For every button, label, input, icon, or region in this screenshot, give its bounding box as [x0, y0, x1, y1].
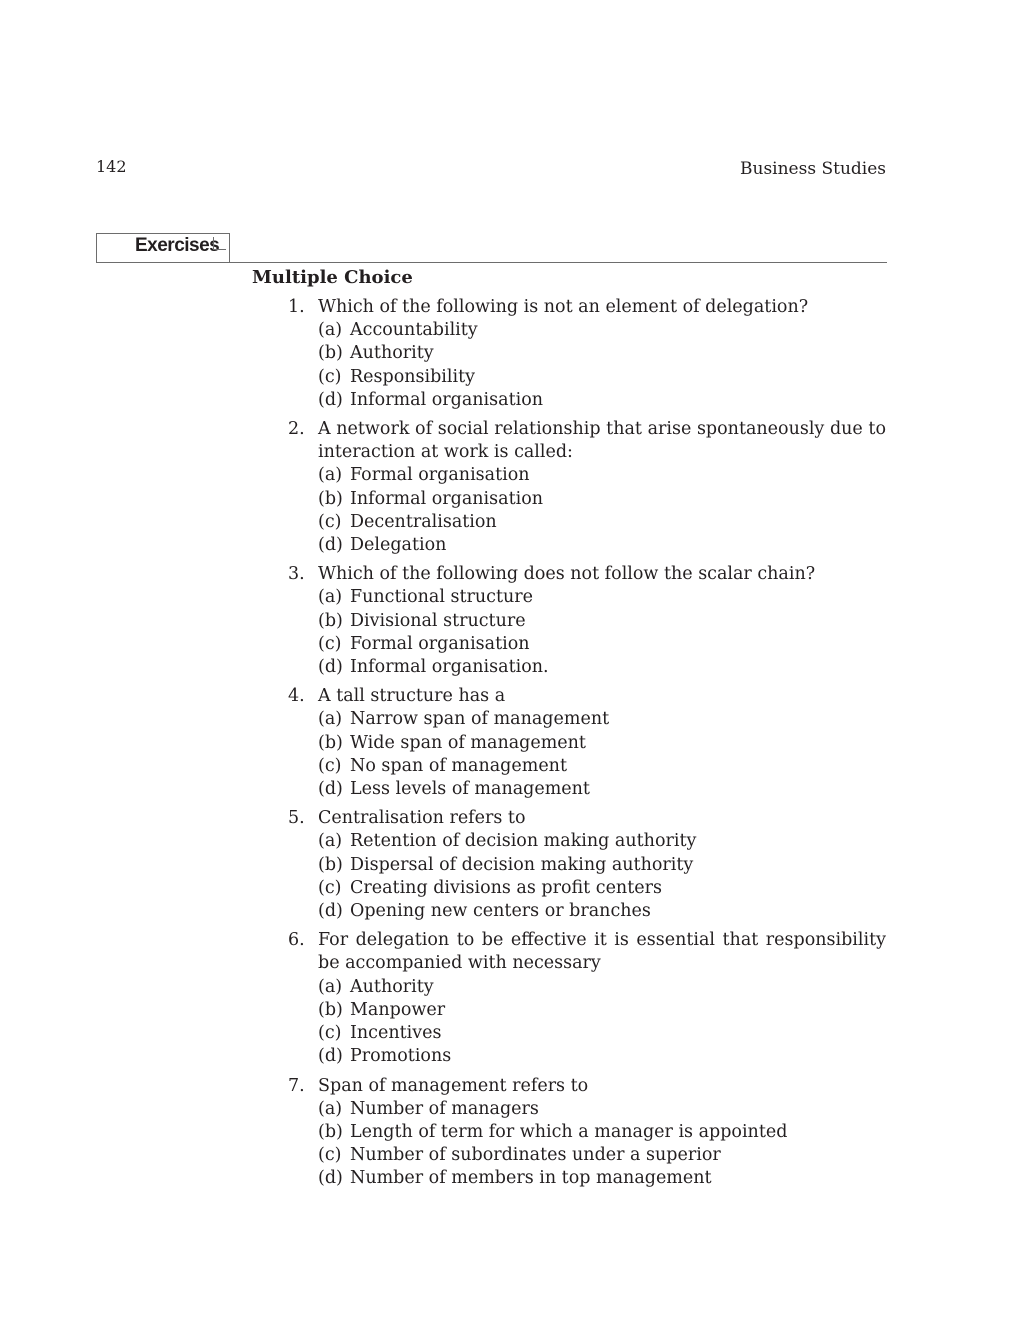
- option-letter: (d): [318, 657, 343, 678]
- option-letter: (d): [318, 901, 343, 922]
- option-b: [318, 342, 886, 365]
- exercises-heading-box: [96, 233, 230, 263]
- option-text: Length of term for which a manager is appointed: [350, 1121, 788, 1142]
- option-text: Authority: [350, 976, 434, 997]
- option-text: Promotions: [350, 1046, 452, 1067]
- option-letter: (c): [318, 511, 342, 532]
- option-b: [318, 1121, 886, 1144]
- option-text: Decentralisation: [350, 511, 497, 532]
- option-letter: (b): [318, 999, 343, 1020]
- option-letter: (a): [318, 709, 343, 730]
- option-letter: (c): [318, 633, 342, 654]
- option-d: [318, 778, 886, 801]
- question-2: [288, 418, 886, 557]
- option-list: [288, 830, 886, 923]
- page-number: 142: [96, 157, 127, 176]
- option-letter: (b): [318, 610, 343, 631]
- option-d: [318, 389, 886, 412]
- option-list: [288, 586, 886, 679]
- option-letter: (c): [318, 877, 342, 898]
- option-letter: (b): [318, 488, 343, 509]
- question-7: [288, 1075, 886, 1191]
- option-c: [318, 755, 886, 778]
- option-c: [318, 511, 886, 534]
- option-text: Functional structure: [350, 587, 533, 608]
- question-text: Which of the following is not an element of delegation?: [318, 297, 809, 317]
- option-letter: (c): [318, 1023, 342, 1044]
- option-text: Retention of decision making authority: [350, 831, 697, 852]
- question-list: [288, 296, 886, 1197]
- option-text: Formal organisation: [350, 465, 530, 486]
- option-text: Wide span of management: [350, 732, 586, 753]
- option-c: [318, 1144, 886, 1167]
- option-list: [288, 319, 886, 412]
- option-text: Delegation: [350, 535, 447, 556]
- option-letter: (a): [318, 976, 343, 997]
- option-b: [318, 999, 886, 1022]
- option-list: [288, 976, 886, 1069]
- question-text: A network of social relationship that arise spontaneously due to interaction at work is called:: [318, 419, 886, 463]
- question-number: 5.: [288, 808, 305, 829]
- exercises-heading: Exercises: [135, 235, 220, 256]
- option-text: Narrow span of management: [350, 709, 610, 730]
- option-letter: (d): [318, 1168, 343, 1189]
- option-letter: (b): [318, 343, 343, 364]
- section-title: Multiple Choice: [252, 267, 413, 288]
- option-a: [318, 708, 886, 731]
- option-text: Opening new centers or branches: [350, 901, 651, 922]
- option-a: [318, 976, 886, 999]
- option-text: Authority: [350, 343, 434, 364]
- option-letter: (c): [318, 366, 342, 387]
- option-text: Number of managers: [350, 1098, 539, 1119]
- option-text: Dispersal of decision making authority: [350, 854, 694, 875]
- option-letter: (c): [318, 1145, 342, 1166]
- question-text: Centralisation refers to: [318, 808, 526, 829]
- option-d: [318, 534, 886, 557]
- option-c: [318, 366, 886, 389]
- question-3: [288, 563, 886, 679]
- option-b: [318, 732, 886, 755]
- question-text: A tall structure has a: [318, 686, 506, 707]
- option-text: Number of members in top management: [350, 1168, 712, 1189]
- option-c: [318, 1022, 886, 1045]
- option-c: [318, 633, 886, 656]
- option-text: Formal organisation: [350, 633, 530, 654]
- option-letter: (a): [318, 587, 343, 608]
- question-number: 1.: [288, 297, 305, 317]
- question-6: [288, 929, 886, 1068]
- option-a: [318, 586, 886, 609]
- question-number: 4.: [288, 686, 305, 707]
- question-4: [288, 685, 886, 801]
- option-letter: (d): [318, 1046, 343, 1067]
- option-b: [318, 854, 886, 877]
- option-text: Creating divisions as profit centers: [350, 877, 662, 898]
- option-text: Informal organisation: [350, 488, 544, 509]
- option-letter: (d): [318, 389, 343, 410]
- question-text: Span of management refers to: [318, 1075, 589, 1096]
- option-letter: (d): [318, 535, 343, 556]
- option-text: Informal organisation: [350, 389, 544, 410]
- question-1: [288, 296, 886, 412]
- option-text: Less levels of management: [350, 779, 590, 800]
- option-a: [318, 319, 886, 342]
- option-text: Manpower: [350, 999, 446, 1020]
- option-letter: (a): [318, 1098, 343, 1119]
- option-letter: (a): [318, 465, 343, 486]
- option-d: [318, 1167, 886, 1190]
- option-c: [318, 877, 886, 900]
- option-letter: (b): [318, 854, 343, 875]
- option-b: [318, 488, 886, 511]
- option-letter: (c): [318, 755, 342, 776]
- running-header: Business Studies: [740, 159, 886, 179]
- option-text: Number of subordinates under a superior: [350, 1145, 721, 1166]
- option-letter: (b): [318, 732, 343, 753]
- option-list: [288, 464, 886, 557]
- option-d: [318, 900, 886, 923]
- section-divider: [96, 262, 887, 263]
- option-a: [318, 830, 886, 853]
- option-letter: (d): [318, 779, 343, 800]
- option-letter: (a): [318, 831, 343, 852]
- question-text: For delegation to be effective it is essential that responsibility be accompanied with necessary: [318, 930, 886, 974]
- option-text: Informal organisation.: [350, 657, 549, 678]
- option-a: [318, 1098, 886, 1121]
- question-text: Which of the following does not follow the scalar chain?: [318, 564, 816, 585]
- question-5: [288, 807, 886, 923]
- option-text: Responsibility: [350, 366, 476, 387]
- option-a: [318, 464, 886, 487]
- question-number: 2.: [288, 419, 305, 440]
- question-number: 6.: [288, 930, 305, 951]
- option-list: [288, 1098, 886, 1191]
- option-text: Divisional structure: [350, 610, 526, 631]
- option-d: [318, 656, 886, 679]
- option-list: [288, 708, 886, 801]
- option-b: [318, 610, 886, 633]
- question-number: 3.: [288, 564, 305, 585]
- option-text: Incentives: [350, 1023, 442, 1044]
- question-number: 7.: [288, 1075, 305, 1096]
- option-d: [318, 1045, 886, 1068]
- option-letter: (a): [318, 320, 343, 341]
- option-letter: (b): [318, 1121, 343, 1142]
- option-text: No span of management: [350, 755, 567, 776]
- option-text: Accountability: [350, 320, 478, 341]
